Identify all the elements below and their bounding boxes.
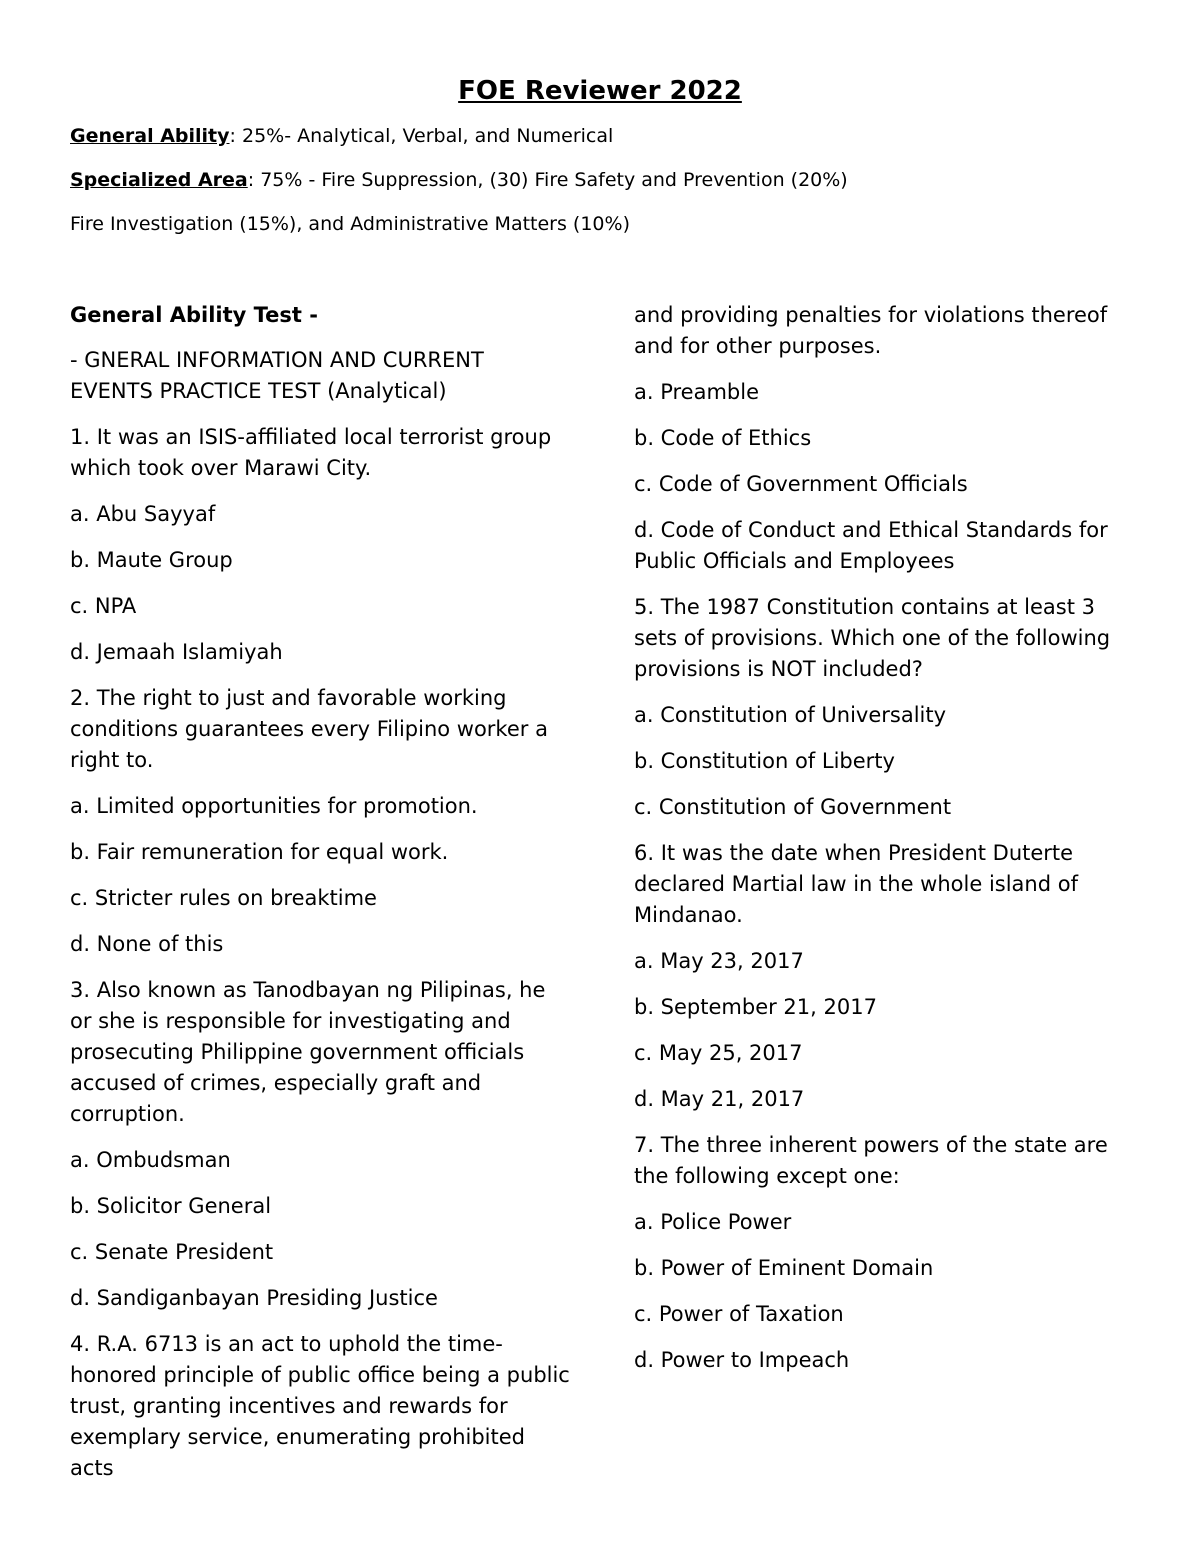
q6-option-b: b. September 21, 2017 [634, 995, 877, 1019]
general-ability-line [70, 124, 613, 148]
question-4: 4. R.A. 6713 is an act to uphold the time-honored principle of public office being a public trust, granting incentives and rewards for exemplary service, enumerating prohibited acts [70, 1332, 570, 1480]
q6-option-a: a. May 23, 2017 [634, 949, 804, 973]
left-column [70, 300, 570, 1484]
q2-option-a: a. Limited opportunities for promotion. [70, 794, 478, 818]
q4-option-a: a. Preamble [634, 380, 760, 404]
question-1: 1. It was an ISIS-affiliated local terrorist group which took over Marawi City. [70, 425, 552, 480]
section-subtitle: - GNERAL INFORMATION AND CURRENT EVENTS PRACTICE TEST (Analytical) [70, 348, 484, 403]
question-3: 3. Also known as Tanodbayan ng Pilipinas, he or she is responsible for investigating and prosecuting Philippine government officials accused of crimes, especially graft and corruption. [70, 978, 546, 1126]
q3-option-b: b. Solicitor General [70, 1194, 272, 1218]
q3-option-a: a. Ombudsman [70, 1148, 231, 1172]
question-6: 6. It was the date when President Duterte declared Martial law in the whole island of Mindanao. [634, 841, 1078, 927]
section-title: General Ability Test - [70, 303, 318, 327]
general-ability-text: 25%- Analytical, Verbal, and Numerical [241, 125, 614, 147]
question-4-continuation: and providing penalties for violations thereof and for other purposes. [634, 303, 1108, 358]
q2-option-b: b. Fair remuneration for equal work. [70, 840, 449, 864]
question-2: 2. The right to just and favorable working conditions guarantees every Filipino worker a right to. [70, 686, 548, 772]
question-5: 5. The 1987 Constitution contains at least 3 sets of provisions. Which one of the following provisions is NOT included? [634, 595, 1111, 681]
q7-option-a: a. Police Power [634, 1210, 792, 1234]
q1-option-c: c. NPA [70, 594, 137, 618]
q2-option-c: c. Stricter rules on breaktime [70, 886, 377, 910]
specialized-area-line [70, 168, 848, 192]
q1-option-d: d. Jemaah Islamiyah [70, 640, 283, 664]
q1-option-b: b. Maute Group [70, 548, 233, 572]
q7-option-b: b. Power of Eminent Domain [634, 1256, 934, 1280]
general-ability-label: General Ability [70, 125, 230, 147]
q6-option-c: c. May 25, 2017 [634, 1041, 803, 1065]
q7-option-c: c. Power of Taxation [634, 1302, 844, 1326]
q4-option-b: b. Code of Ethics [634, 426, 812, 450]
q4-option-d: d. Code of Conduct and Ethical Standards for Public Officials and Employees [634, 518, 1108, 573]
specialized-area-text: 75% - Fire Suppression, (30) Fire Safety and Prevention (20%) [260, 169, 848, 191]
question-7: 7. The three inherent powers of the state are the following except one: [634, 1133, 1108, 1188]
right-column [634, 300, 1124, 1376]
q4-option-c: c. Code of Government Officials [634, 472, 968, 496]
q3-option-d: d. Sandiganbayan Presiding Justice [70, 1286, 438, 1310]
q7-option-d: d. Power to Impeach [634, 1348, 850, 1372]
q5-option-c: c. Constitution of Government [634, 795, 952, 819]
specialized-area-sep: : [247, 169, 261, 191]
q5-option-a: a. Constitution of Universality [634, 703, 947, 727]
specialized-area-label: Specialized Area [70, 169, 248, 191]
q2-option-d: d. None of this [70, 932, 224, 956]
q6-option-d: d. May 21, 2017 [634, 1087, 805, 1111]
specialized-area-continuation: Fire Investigation (15%), and Administrative Matters (10%) [70, 213, 630, 235]
q1-option-a: a. Abu Sayyaf [70, 502, 216, 526]
q3-option-c: c. Senate President [70, 1240, 274, 1264]
q5-option-b: b. Constitution of Liberty [634, 749, 895, 773]
general-ability-sep: : [229, 125, 242, 147]
document-title: FOE Reviewer 2022 [458, 76, 742, 106]
